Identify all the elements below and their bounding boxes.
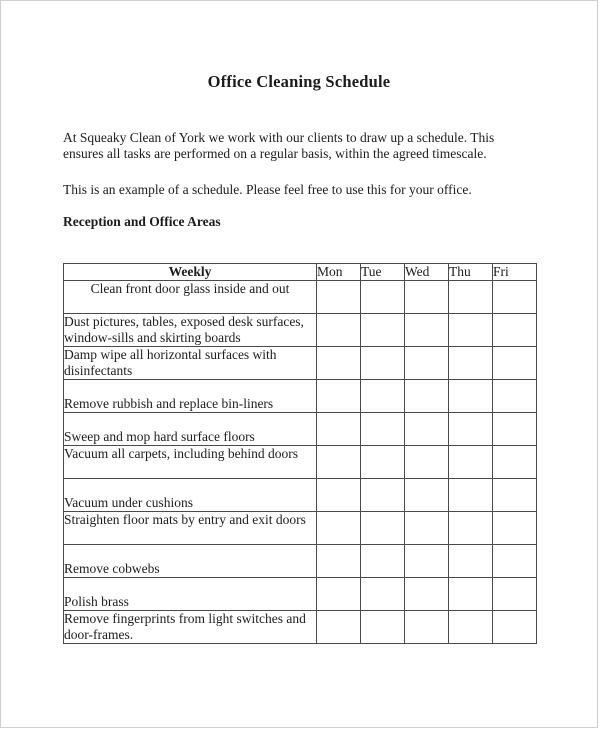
day-checkbox-cell [405,611,449,644]
table-row [64,479,537,512]
table-row [64,380,537,413]
day-checkbox-cell [449,413,493,446]
day-checkbox-cell [361,545,405,578]
table-row [64,281,537,314]
day-checkbox-cell [449,347,493,380]
day-checkbox-cell [493,314,537,347]
day-checkbox-cell [449,512,493,545]
schedule-table [63,263,537,644]
table-row [64,611,537,644]
day-checkbox-cell [493,281,537,314]
schedule-table-body [64,281,537,644]
table-row [64,413,537,446]
day-checkbox-cell [361,446,405,479]
day-checkbox-cell [449,578,493,611]
weekly-column-header: Weekly [64,264,317,281]
day-checkbox-cell [317,545,361,578]
day-checkbox-cell [449,281,493,314]
day-checkbox-cell [317,446,361,479]
day-column-header-thu: Thu [449,264,493,281]
day-checkbox-cell [361,314,405,347]
day-checkbox-cell [317,380,361,413]
day-checkbox-cell [361,281,405,314]
day-checkbox-cell [493,347,537,380]
day-checkbox-cell [493,479,537,512]
day-checkbox-cell [361,578,405,611]
day-checkbox-cell [317,314,361,347]
table-row [64,314,537,347]
day-checkbox-cell [493,578,537,611]
day-checkbox-cell [449,314,493,347]
example-paragraph: This is an example of a schedule. Please feel free to use this for your office. [63,182,472,197]
task-cell: Clean front door glass inside and out [64,281,317,314]
day-checkbox-cell [361,611,405,644]
day-checkbox-cell [449,446,493,479]
day-checkbox-cell [405,545,449,578]
day-checkbox-cell [405,380,449,413]
day-checkbox-cell [449,611,493,644]
task-cell: Remove cobwebs [64,545,317,578]
day-checkbox-cell [317,413,361,446]
day-checkbox-cell [317,512,361,545]
task-cell: Straighten floor mats by entry and exit doors [64,512,317,545]
header-row [64,264,537,281]
day-checkbox-cell [361,347,405,380]
day-column-header-tue: Tue [361,264,405,281]
day-checkbox-cell [449,380,493,413]
day-checkbox-cell [405,314,449,347]
schedule-table-head [64,264,537,281]
task-cell: Polish brass [64,578,317,611]
table-row [64,545,537,578]
day-checkbox-cell [493,380,537,413]
day-checkbox-cell [493,446,537,479]
task-cell: Remove fingerprints from light switches and door-frames. [64,611,317,644]
day-checkbox-cell [317,578,361,611]
day-checkbox-cell [405,413,449,446]
day-checkbox-cell [493,545,537,578]
table-row [64,578,537,611]
table-row [64,347,537,380]
day-checkbox-cell [405,347,449,380]
day-checkbox-cell [449,545,493,578]
table-row [64,512,537,545]
task-cell: Sweep and mop hard surface floors [64,413,317,446]
day-checkbox-cell [405,512,449,545]
day-checkbox-cell [493,611,537,644]
task-cell: Dust pictures, tables, exposed desk surfaces, window-sills and skirting boards [64,314,317,347]
day-column-header-wed: Wed [405,264,449,281]
day-checkbox-cell [405,446,449,479]
task-cell: Damp wipe all horizontal surfaces with disinfectants [64,347,317,380]
day-checkbox-cell [317,281,361,314]
day-checkbox-cell [361,512,405,545]
task-cell: Remove rubbish and replace bin-liners [64,380,317,413]
day-checkbox-cell [405,578,449,611]
table-row [64,446,537,479]
day-checkbox-cell [405,479,449,512]
day-checkbox-cell [493,413,537,446]
day-checkbox-cell [361,479,405,512]
task-cell: Vacuum under cushions [64,479,317,512]
day-checkbox-cell [361,380,405,413]
day-checkbox-cell [317,479,361,512]
section-heading: Reception and Office Areas [63,214,221,229]
intro-paragraph: At Squeaky Clean of York we work with our clients to draw up a schedule. This ensures all tasks are performed on a regular basis, within the agreed timescale. [63,130,495,161]
day-checkbox-cell [317,347,361,380]
day-checkbox-cell [493,512,537,545]
document-title: Office Cleaning Schedule [207,72,391,91]
page-content [1,1,597,644]
day-checkbox-cell [449,479,493,512]
day-column-header-fri: Fri [493,264,537,281]
task-cell: Vacuum all carpets, including behind doors [64,446,317,479]
day-checkbox-cell [361,413,405,446]
day-checkbox-cell [317,611,361,644]
day-column-header-mon: Mon [317,264,361,281]
day-checkbox-cell [405,281,449,314]
